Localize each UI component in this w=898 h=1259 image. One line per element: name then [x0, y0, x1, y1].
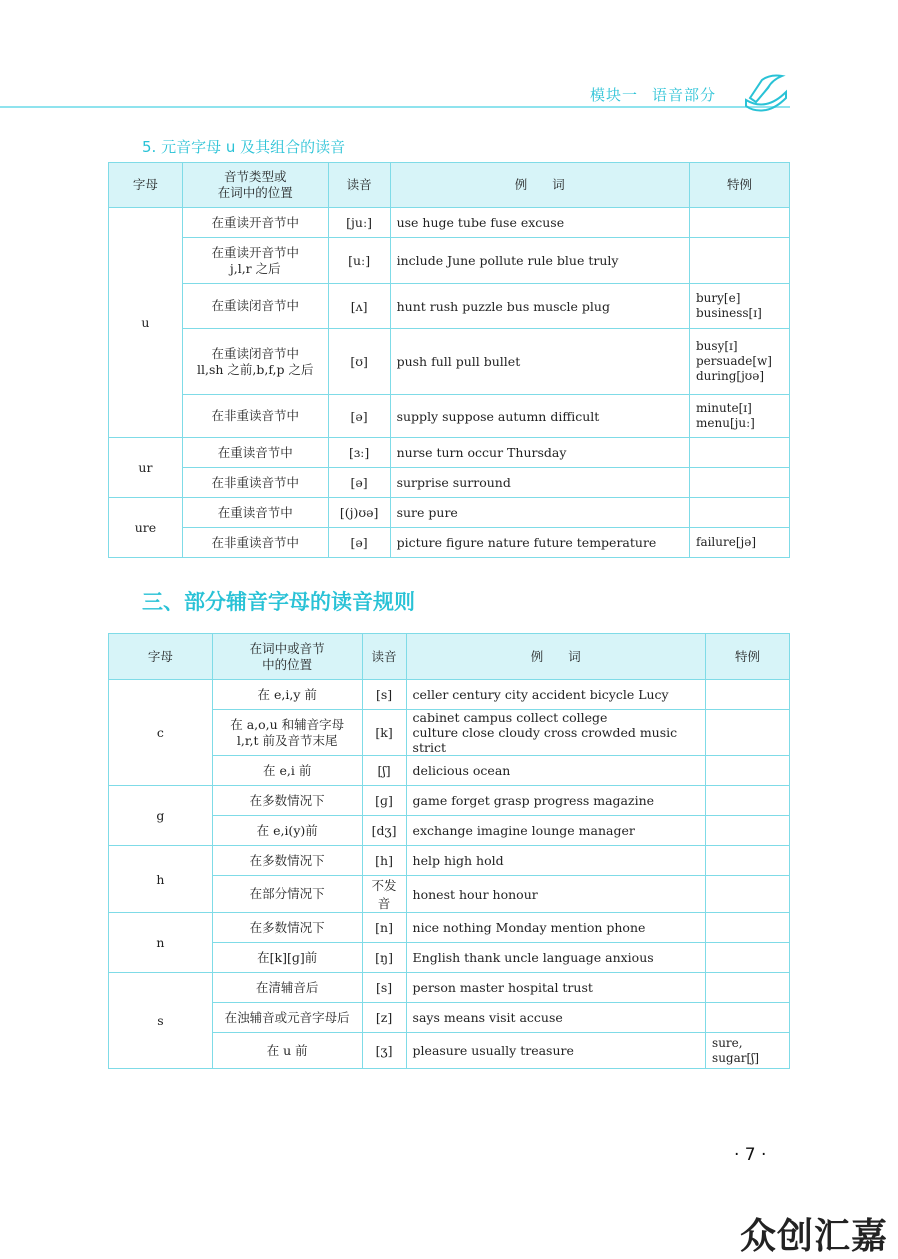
examples-cell: include June pollute rule blue truly: [390, 238, 689, 284]
sound-cell: [ə]: [328, 528, 390, 558]
sound-cell: [k]: [362, 710, 406, 756]
table-row: [109, 680, 790, 710]
examples-cell: nice nothing Monday mention phone: [406, 913, 705, 943]
sound-cell: [ɜː]: [328, 438, 390, 468]
column-header: 例 词: [406, 634, 705, 680]
sound-cell: [s]: [362, 973, 406, 1003]
exception-cell: [706, 816, 790, 846]
examples-cell: hunt rush puzzle bus muscle plug: [390, 284, 689, 329]
position-cell: 在[k][ɡ]前: [212, 943, 362, 973]
sound-cell: [ə]: [328, 395, 390, 438]
table-row: [109, 973, 790, 1003]
table-row: [109, 284, 790, 329]
position-cell: 在浊辅音或元音字母后: [212, 1003, 362, 1033]
exception-cell: [706, 973, 790, 1003]
position-cell: 在非重读音节中: [182, 395, 328, 438]
exception-cell: [690, 208, 790, 238]
position-cell: 在多数情况下: [212, 786, 362, 816]
table-header-row: [109, 634, 790, 680]
position-cell: 在重读闭音节中 ll,sh 之前,b,f,p 之后: [182, 329, 328, 395]
examples-cell: person master hospital trust: [406, 973, 705, 1003]
sound-cell: [n]: [362, 913, 406, 943]
sound-cell: [ɡ]: [362, 786, 406, 816]
column-header: 音节类型或 在词中的位置: [182, 163, 328, 208]
sound-cell: [ʃ]: [362, 756, 406, 786]
sound-cell: 不发音: [362, 876, 406, 913]
position-cell: 在重读开音节中 j,l,r 之后: [182, 238, 328, 284]
section-5-title: 5. 元音字母 u 及其组合的读音: [142, 138, 346, 156]
position-cell: 在多数情况下: [212, 913, 362, 943]
module-label: 模块一: [590, 86, 639, 104]
header-rule: [0, 106, 790, 108]
sound-cell: [ʌ]: [328, 284, 390, 329]
examples-cell: honest hour honour: [406, 876, 705, 913]
exception-cell: [706, 846, 790, 876]
sound-cell: [z]: [362, 1003, 406, 1033]
column-header: 读音: [362, 634, 406, 680]
table-row: [109, 913, 790, 943]
section-label: 语音部分: [652, 86, 717, 104]
page-number: · 7 ·: [734, 1145, 767, 1165]
consonant-table: [108, 633, 790, 1069]
table-row: [109, 329, 790, 395]
sound-cell: [(j)ʊə]: [328, 498, 390, 528]
letter-cell: u: [109, 208, 183, 438]
examples-cell: use huge tube fuse excuse: [390, 208, 689, 238]
sound-cell: [dʒ]: [362, 816, 406, 846]
examples-cell: picture figure nature future temperature: [390, 528, 689, 558]
vowel-u-table: [108, 162, 790, 558]
exception-cell: [706, 786, 790, 816]
letter-cell: h: [109, 846, 213, 913]
column-header: 例 词: [390, 163, 689, 208]
letter-cell: n: [109, 913, 213, 973]
examples-cell: celler century city accident bicycle Lucy: [406, 680, 705, 710]
position-cell: 在重读闭音节中: [182, 284, 328, 329]
examples-cell: cabinet campus collect college culture close cloudy cross crowded music strict: [406, 710, 705, 756]
examples-cell: pleasure usually treasure: [406, 1033, 705, 1069]
sound-cell: [ʊ]: [328, 329, 390, 395]
exception-cell: [690, 438, 790, 468]
letter-cell: ur: [109, 438, 183, 498]
sound-cell: [h]: [362, 846, 406, 876]
column-header: 读音: [328, 163, 390, 208]
position-cell: 在重读音节中: [182, 438, 328, 468]
exception-cell: bury[e] business[ɪ]: [690, 284, 790, 329]
table-row: [109, 395, 790, 438]
position-cell: 在部分情况下: [212, 876, 362, 913]
table-row: [109, 468, 790, 498]
table-row: [109, 208, 790, 238]
letter-cell: ure: [109, 498, 183, 558]
exception-cell: minute[ɪ] menu[juː]: [690, 395, 790, 438]
position-cell: 在重读开音节中: [182, 208, 328, 238]
sound-cell: [ŋ]: [362, 943, 406, 973]
column-header: 特例: [690, 163, 790, 208]
watermark-logo: 众创汇嘉: [740, 1216, 889, 1257]
quill-book-icon: [742, 70, 792, 114]
examples-cell: help high hold: [406, 846, 705, 876]
exception-cell: [690, 238, 790, 284]
table-header-row: [109, 163, 790, 208]
table-row: [109, 786, 790, 816]
column-header: 字母: [109, 163, 183, 208]
position-cell: 在 a,o,u 和辅音字母 l,r,t 前及音节末尾: [212, 710, 362, 756]
examples-cell: sure pure: [390, 498, 689, 528]
column-header: 在词中或音节 中的位置: [212, 634, 362, 680]
examples-cell: English thank uncle language anxious: [406, 943, 705, 973]
exception-cell: [690, 498, 790, 528]
examples-cell: says means visit accuse: [406, 1003, 705, 1033]
examples-cell: supply suppose autumn difficult: [390, 395, 689, 438]
examples-cell: game forget grasp progress magazine: [406, 786, 705, 816]
examples-cell: exchange imagine lounge manager: [406, 816, 705, 846]
column-header: 特例: [706, 634, 790, 680]
position-cell: 在 e,i(y)前: [212, 816, 362, 846]
letter-cell: g: [109, 786, 213, 846]
exception-cell: [706, 756, 790, 786]
sound-cell: [ʒ]: [362, 1033, 406, 1069]
examples-cell: delicious ocean: [406, 756, 705, 786]
position-cell: 在非重读音节中: [182, 468, 328, 498]
table-row: [109, 498, 790, 528]
sound-cell: [uː]: [328, 238, 390, 284]
position-cell: 在非重读音节中: [182, 528, 328, 558]
position-cell: 在多数情况下: [212, 846, 362, 876]
exception-cell: [690, 468, 790, 498]
exception-cell: [706, 943, 790, 973]
exception-cell: [706, 710, 790, 756]
exception-cell: [706, 1003, 790, 1033]
exception-cell: busy[ɪ] persuade[w] during[jʊə]: [690, 329, 790, 395]
examples-cell: push full pull bullet: [390, 329, 689, 395]
table-row: [109, 846, 790, 876]
letter-cell: s: [109, 973, 213, 1069]
position-cell: 在 e,i 前: [212, 756, 362, 786]
examples-cell: nurse turn occur Thursday: [390, 438, 689, 468]
exception-cell: [706, 913, 790, 943]
running-header: [590, 84, 730, 105]
letter-cell: c: [109, 680, 213, 786]
position-cell: 在 e,i,y 前: [212, 680, 362, 710]
section-3-heading: 三、部分辅音字母的读音规则: [142, 590, 415, 614]
column-header: 字母: [109, 634, 213, 680]
table-row: [109, 528, 790, 558]
sound-cell: [s]: [362, 680, 406, 710]
position-cell: 在重读音节中: [182, 498, 328, 528]
position-cell: 在清辅音后: [212, 973, 362, 1003]
table-row: [109, 238, 790, 284]
exception-cell: failure[jə]: [690, 528, 790, 558]
exception-cell: [706, 876, 790, 913]
examples-cell: surprise surround: [390, 468, 689, 498]
sound-cell: [juː]: [328, 208, 390, 238]
sound-cell: [ə]: [328, 468, 390, 498]
exception-cell: [706, 680, 790, 710]
position-cell: 在 u 前: [212, 1033, 362, 1069]
exception-cell: sure, sugar[ʃ]: [706, 1033, 790, 1069]
table-row: [109, 438, 790, 468]
